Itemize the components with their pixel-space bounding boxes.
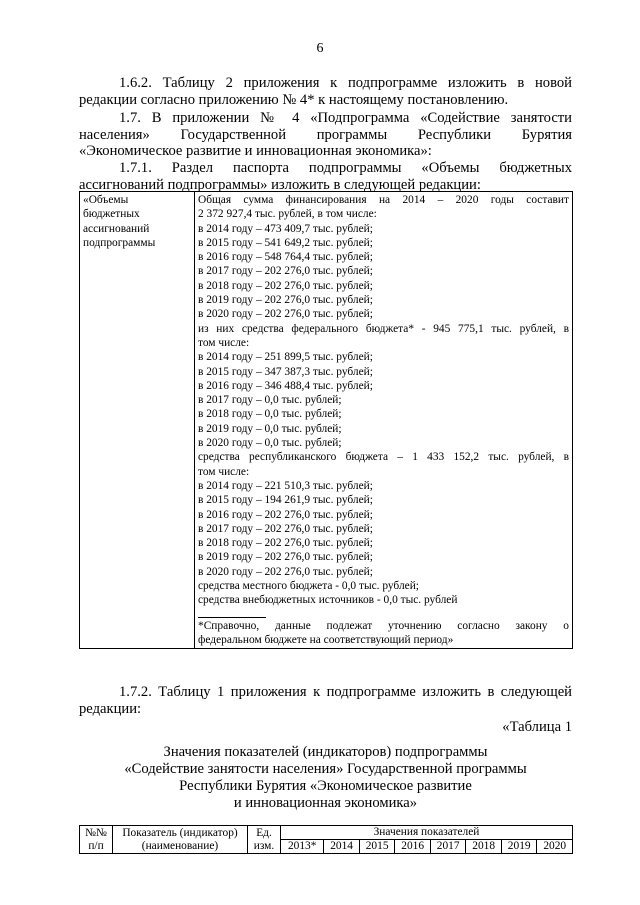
value-line: в 2016 году – 548 764,4 тыс. рублей; — [198, 251, 373, 264]
value-line: в 2018 году – 202 276,0 тыс. рублей; — [198, 537, 373, 550]
value-line: средства местного бюджета - 0,0 тыс. рублей; — [198, 580, 419, 593]
header-line: (наименование) — [141, 839, 219, 852]
value-line: в 2015 году – 541 649,2 тыс. рублей; — [198, 236, 373, 249]
year-cell: 2017 — [430, 840, 466, 854]
value-line: в 2016 году – 346 488,4 тыс. рублей; — [198, 379, 373, 392]
header-line: изм. — [253, 839, 275, 852]
header-indicator — [113, 826, 248, 854]
table-label: «Таблица 1 — [502, 719, 572, 735]
text-line: ассигнований подпрограммы» изложить в следующей редакции: — [79, 176, 481, 193]
value-line: в 2020 году – 202 276,0 тыс. рублей; — [198, 308, 373, 321]
paragraph-1-7-2 — [79, 684, 572, 717]
value-line: в 2015 году – 194 261,9 тыс. рублей; — [198, 494, 373, 507]
text-line: 1.7. В приложении № 4 «Подпрограмма «Содействие занятости — [119, 110, 572, 126]
year-cell: 2019 — [501, 840, 537, 854]
text-line: 1.6.2. Таблицу 2 приложения к подпрограмме изложить в новой — [119, 75, 572, 91]
title-line: «Содействие занятости населения» Государственной программы — [124, 761, 527, 777]
value-line: в 2017 году – 202 276,0 тыс. рублей; — [198, 265, 373, 278]
value-line: из них средства федерального бюджета* - 945 775,1 тыс. рублей, в — [198, 322, 569, 335]
footnote-line: *Справочно, данные подлежат уточнению согласно закону о — [198, 619, 569, 632]
value-line: в 2014 году – 221 510,3 тыс. рублей; — [198, 479, 373, 492]
value-line: Общая сумма финансирования на 2014 – 2020 годы составит — [198, 194, 569, 206]
passport-value-cell — [195, 192, 573, 649]
text-line: «Экономическое развитие и инновационная экономика»: — [79, 143, 432, 160]
table-row — [80, 192, 573, 649]
value-line: том числе: — [198, 336, 250, 349]
title-line: Республики Бурятия «Экономическое развитие — [179, 778, 472, 794]
header-line: №№ — [85, 826, 107, 839]
label-line: подпрограммы — [83, 236, 156, 249]
year-cell: 2014 — [324, 840, 360, 854]
passport-label-cell — [80, 192, 195, 649]
value-line: в 2017 году – 202 276,0 тыс. рублей; — [198, 522, 373, 535]
text-line: редакции: — [79, 700, 142, 717]
value-line: в 2018 году – 202 276,0 тыс. рублей; — [198, 279, 373, 292]
indicator-table — [79, 825, 573, 854]
header-line: п/п — [88, 839, 104, 852]
value-line: в 2019 году – 0,0 тыс. рублей; — [198, 422, 342, 435]
title-line: Значения показателей (индикаторов) подпрограммы — [163, 744, 488, 760]
header-unit — [248, 826, 281, 854]
value-line: средства внебюджетных источников - 0,0 тыс. рублей — [198, 594, 458, 607]
value-line: в 2017 году – 0,0 тыс. рублей; — [198, 394, 342, 407]
value-line: в 2014 году – 251 899,5 тыс. рублей; — [198, 351, 373, 364]
year-cell: 2013* — [281, 840, 324, 854]
label-line: «Объемы — [83, 194, 129, 206]
value-line: в 2018 году – 0,0 тыс. рублей; — [198, 408, 342, 421]
value-line: в 2019 году – 202 276,0 тыс. рублей; — [198, 551, 373, 564]
value-line: в 2020 году – 202 276,0 тыс. рублей; — [198, 565, 373, 578]
text-line: 1.7.1. Раздел паспорта подпрограммы «Объемы бюджетных — [119, 160, 572, 176]
footnote-line: федеральном бюджете на соответствующий период» — [198, 633, 454, 646]
header-values: Значения показателей — [281, 826, 573, 840]
year-cell: 2018 — [466, 840, 502, 854]
header-line: Ед. — [256, 826, 272, 839]
label-line: бюджетных — [83, 208, 140, 221]
paragraph-1-7 — [79, 110, 572, 160]
value-line: в 2015 году – 347 387,3 тыс. рублей; — [198, 365, 373, 378]
value-line: в 2014 году – 473 409,7 тыс. рублей; — [198, 222, 373, 235]
footnote-rule — [198, 617, 266, 618]
value-line: в 2016 году – 202 276,0 тыс. рублей; — [198, 508, 373, 521]
value-line: в 2019 году – 202 276,0 тыс. рублей; — [198, 294, 373, 307]
table-title — [79, 744, 572, 812]
value-line: том числе: — [198, 465, 250, 478]
header-line: Показатель (индикатор) — [122, 826, 238, 839]
text-line: редакции согласно приложению № 4* к настоящему постановлению. — [79, 91, 509, 108]
text-line: 1.7.2. Таблицу 1 приложения к подпрограмме изложить в следующей — [119, 684, 572, 700]
title-line: и инновационная экономика» — [233, 795, 418, 811]
passport-budget-table — [79, 191, 573, 649]
year-cell: 2015 — [359, 840, 395, 854]
page-number: 6 — [316, 41, 324, 56]
label-line: ассигнований — [83, 222, 150, 235]
paragraph-1-6-2 — [79, 75, 572, 108]
table-header-row — [80, 826, 573, 840]
paragraph-1-7-1 — [79, 160, 572, 193]
value-line: в 2020 году – 0,0 тыс. рублей; — [198, 437, 342, 450]
value-line: средства республиканского бюджета – 1 433 152,2 тыс. рублей, в — [198, 451, 569, 464]
year-cell: 2016 — [395, 840, 431, 854]
value-line: 2 372 927,4 тыс. рублей, в том числе: — [198, 208, 377, 221]
year-cell: 2020 — [537, 840, 573, 854]
header-num — [80, 826, 113, 854]
text-line: населения» Государственной программы Республики Бурятия — [79, 126, 572, 143]
